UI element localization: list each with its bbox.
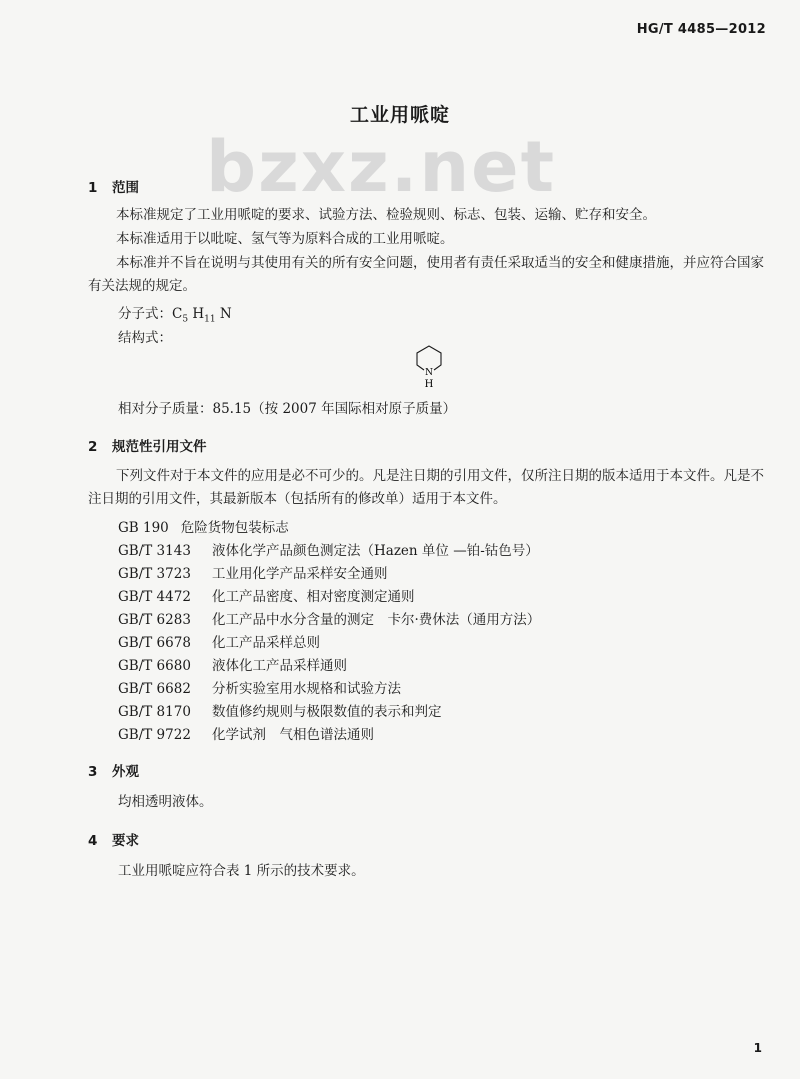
formula-c: C bbox=[172, 306, 183, 322]
section-number: 3 bbox=[88, 764, 98, 780]
ring-bonds bbox=[417, 346, 441, 370]
formula-label: 分子式： bbox=[118, 306, 172, 322]
reference-code: GB/T 8170 bbox=[118, 704, 191, 720]
reference-item bbox=[118, 700, 442, 720]
paragraph: 本标准规定了工业用哌啶的要求、试验方法、检验规则、标志、包装、运输、贮存和安全。 bbox=[116, 207, 656, 223]
watermark: bzxz.net bbox=[206, 126, 557, 208]
page-title: 工业用哌啶 bbox=[349, 104, 450, 126]
reference-code: GB 190 bbox=[118, 520, 169, 536]
reference-item bbox=[118, 516, 289, 536]
reference-code: GB/T 6682 bbox=[118, 681, 191, 697]
formula-n: N bbox=[219, 306, 232, 322]
section-title: 要求 bbox=[112, 833, 139, 849]
reference-item bbox=[118, 585, 415, 605]
reference-title: 化工产品中水分含量的测定 卡尔·费休法（通用方法） bbox=[212, 612, 541, 628]
reference-title: 数值修约规则与极限数值的表示和判定 bbox=[212, 704, 442, 720]
page-number: 1 bbox=[753, 1041, 762, 1055]
piperidine-structure bbox=[410, 342, 450, 390]
reference-item bbox=[118, 608, 540, 628]
reference-title: 工业用化学产品采样安全通则 bbox=[212, 566, 388, 582]
molecular-formula bbox=[118, 302, 232, 325]
section-number: 4 bbox=[88, 833, 98, 849]
paragraph: 本标准适用于以吡啶、氢气等为原料合成的工业用哌啶。 bbox=[116, 231, 454, 247]
section-heading-appearance bbox=[88, 760, 139, 780]
section-heading-scope bbox=[88, 176, 139, 196]
formula-h-sub: 11 bbox=[204, 314, 216, 325]
reference-item bbox=[118, 562, 388, 582]
paragraph: 本标准并不旨在说明与其使用有关的所有安全问题，使用者有责任采取适当的安全和健康措施，并应符合国家有关法规的规定。 bbox=[88, 255, 764, 294]
reference-code: GB/T 4472 bbox=[118, 589, 191, 605]
section-heading-requirements bbox=[88, 829, 139, 849]
reference-item bbox=[118, 631, 320, 651]
molar-mass: 相对分子质量：85.15（按 2007 年国际相对原子质量） bbox=[118, 401, 457, 417]
reference-item bbox=[118, 654, 347, 674]
reference-title: 化工产品采样总则 bbox=[212, 635, 320, 651]
reference-title: 化学试剂 气相色谱法通则 bbox=[212, 727, 374, 743]
section-title: 外观 bbox=[112, 764, 139, 780]
paragraph: 均相透明液体。 bbox=[118, 794, 213, 810]
section-heading-normative-refs bbox=[88, 435, 207, 455]
reference-code: GB/T 3723 bbox=[118, 566, 191, 582]
reference-title: 液体化工产品采样通则 bbox=[212, 658, 347, 674]
reference-item bbox=[118, 539, 539, 559]
nitrogen-atom: N bbox=[425, 368, 433, 378]
reference-item bbox=[118, 723, 374, 743]
section-title: 范围 bbox=[112, 180, 139, 196]
paragraph: 下列文件对于本文件的应用是必不可少的。凡是注日期的引用文件，仅所注日期的版本适用于本文件。凡是不注日期的引用文件，其最新版本（包括所有的修改单）适用于本文件。 bbox=[88, 468, 764, 507]
reference-title: 分析实验室用水规格和试验方法 bbox=[212, 681, 401, 697]
reference-title: 化工产品密度、相对密度测定通则 bbox=[212, 589, 415, 605]
hydrogen-atom: H bbox=[424, 379, 434, 390]
section-number: 2 bbox=[88, 439, 98, 455]
reference-code: GB/T 6678 bbox=[118, 635, 191, 651]
structure-label: 结构式： bbox=[118, 330, 172, 346]
formula-h: H bbox=[192, 306, 205, 322]
reference-title: 危险货物包装标志 bbox=[180, 520, 289, 536]
reference-code: GB/T 6680 bbox=[118, 658, 191, 674]
reference-code: GB/T 9722 bbox=[118, 727, 191, 743]
reference-item bbox=[118, 677, 401, 697]
reference-title: 液体化学产品颜色测定法（Hazen 单位 —铂-钴色号） bbox=[212, 543, 539, 559]
reference-code: GB/T 6283 bbox=[118, 612, 191, 628]
section-title: 规范性引用文件 bbox=[112, 439, 207, 455]
formula-c-sub: 5 bbox=[182, 314, 189, 325]
paragraph: 工业用哌啶应符合表 1 所示的技术要求。 bbox=[118, 863, 365, 879]
reference-code: GB/T 3143 bbox=[118, 543, 191, 559]
section-number: 1 bbox=[88, 180, 98, 196]
standard-code: HG/T 4485—2012 bbox=[636, 22, 766, 37]
